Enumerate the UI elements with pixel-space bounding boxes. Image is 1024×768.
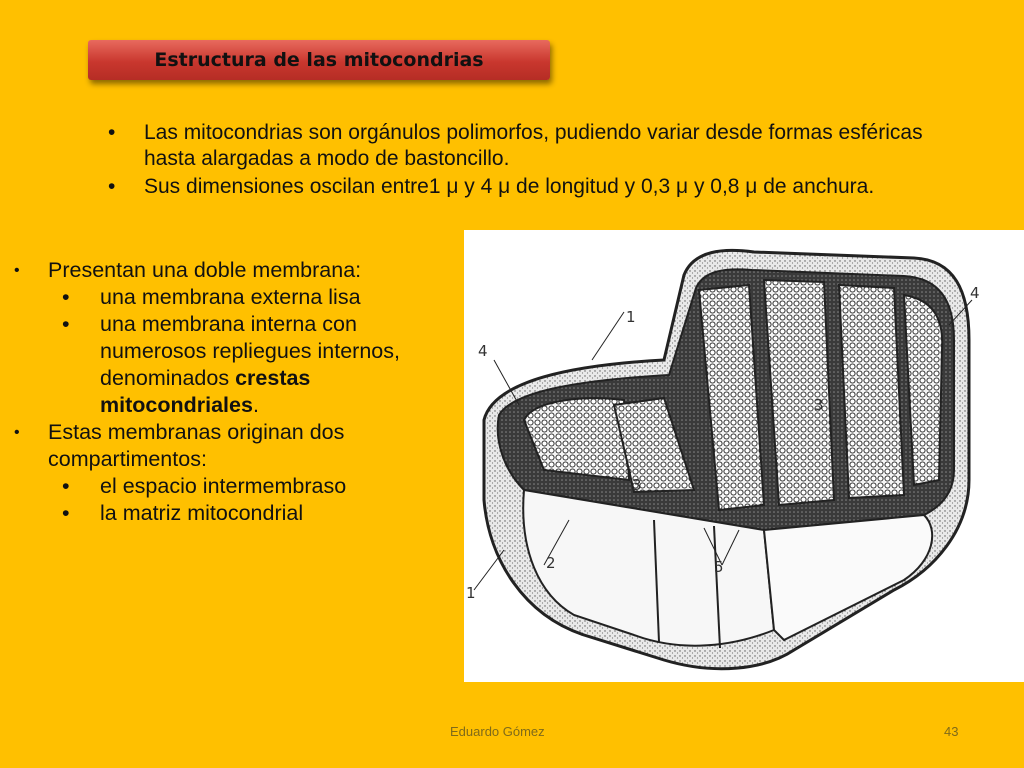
top-bullet-2: • Sus dimensiones oscilan entre1 μ y 4 μ de longitud y 0,3 μ y 0,8 μ de anchura. [108,174,928,200]
bullet-matrix: • la matriz mitocondrial [14,500,464,527]
bullet-inner-membrane [14,311,464,419]
slide-title-banner [88,40,550,80]
bullet-intermembrane-space: • el espacio intermembraso [14,473,464,500]
crestas-term: crestas mitocondriales [100,366,311,417]
label-2: 2 [546,554,556,572]
bullet-outer-membrane: • una membrana externa lisa [14,284,464,311]
label-5: 5 [714,558,724,576]
mitochondria-drawing [464,230,1024,682]
bullet-double-membrane: • Presentan una doble membrana: [14,257,464,284]
label-1-top: 1 [626,308,636,326]
footer-author: Eduardo Gómez [450,724,545,739]
membrane-bullet-list [14,257,464,527]
label-3-right: 3 [814,396,824,414]
inner-membrane-end: . [252,393,259,417]
label-4-right: 4 [970,284,980,302]
bullet-compartments: • Estas membranas originan dos compartimentos: [14,419,464,473]
slide-title: Estructura de las mitocondrias [154,49,484,71]
inner-membrane-text: una membrana interna con numerosos repliegues internos, denominados [100,312,400,390]
label-3-left: 3 [632,476,642,494]
top-bullet-list [108,120,928,202]
mitochondria-illustration [464,230,1024,682]
page-number: 43 [944,724,959,739]
label-4-left: 4 [478,342,488,360]
top-bullet-1: • Las mitocondrias son orgánulos polimorfos, pudiendo variar desde formas esféricas hasta alargadas a modo de bastoncillo. [108,120,928,172]
label-1-bottom: 1 [466,584,476,602]
